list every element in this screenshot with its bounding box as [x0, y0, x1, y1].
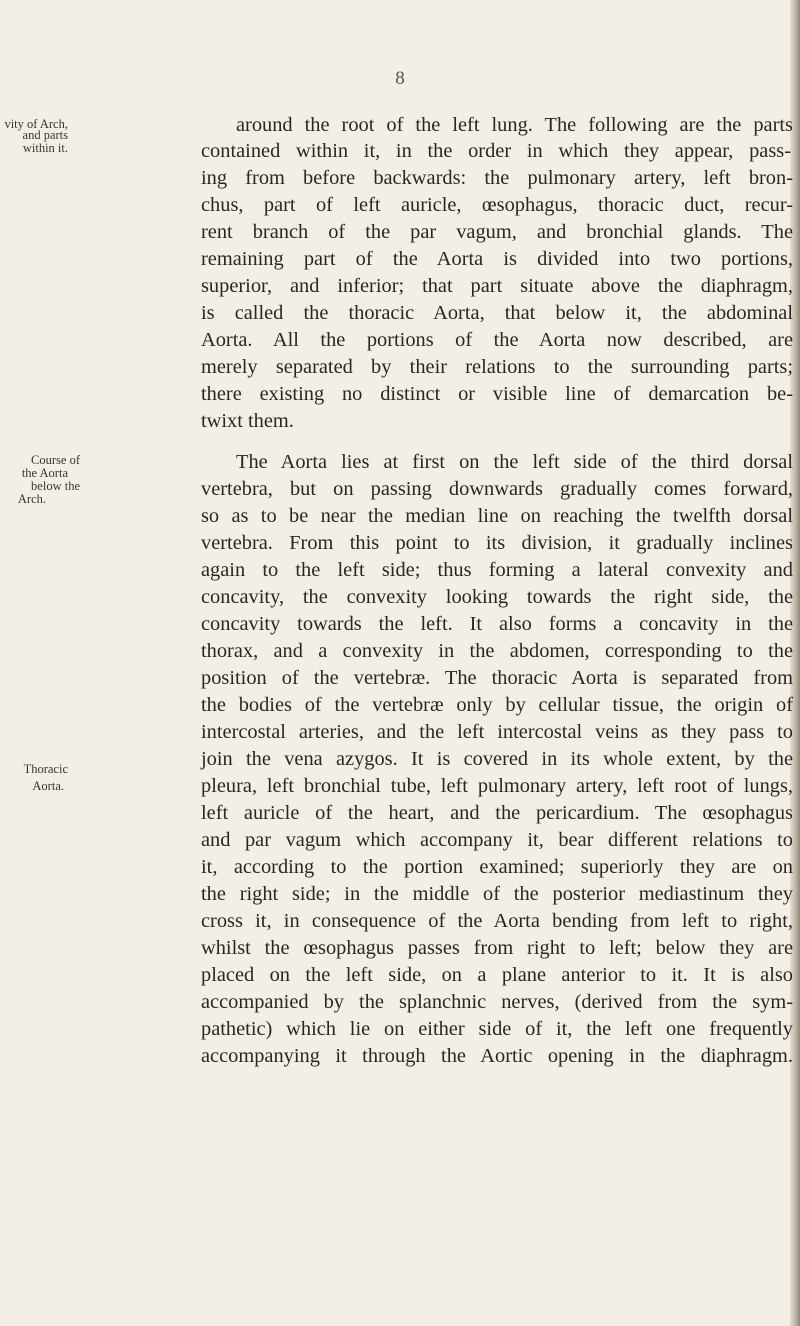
text-line: superior, and inferior; that part situate above the diaphragm,	[201, 275, 793, 297]
text-line: concavity towards the left. It also forms a concavity in the	[201, 613, 793, 635]
text-line: concavity, the convexity looking towards the right side, the	[201, 586, 793, 608]
margin-note: Arch.	[17, 492, 46, 506]
text-line: intercostal arteries, and the left intercostal veins as they pass to	[201, 721, 793, 743]
text-line: contained within it, in the order in which they appear, pass-	[201, 140, 791, 162]
text-line: it, according to the portion examined; superiorly they are on	[201, 856, 793, 878]
margin-note: below the	[31, 479, 80, 493]
text-line: around the root of the left lung. The following are the parts	[236, 114, 793, 136]
text-line: pathetic) which lie on either side of it, the left one frequently	[201, 1018, 793, 1040]
margin-note: Course of	[31, 453, 80, 467]
text-line: merely separated by their relations to the surrounding parts;	[201, 356, 793, 378]
text-line: ing from before backwards: the pulmonary artery, left bron-	[201, 167, 793, 189]
text-line: The Aorta lies at first on the left side of the third dorsal	[236, 451, 793, 473]
text-line: and par vagum which accompany it, bear different relations to	[201, 829, 793, 851]
text-line: chus, part of left auricle, œsophagus, thoracic duct, recur-	[201, 194, 793, 216]
text-line: placed on the left side, on a plane anterior to it. It is also	[201, 964, 793, 986]
text-line: accompanying it through the Aortic opening in the diaphragm.	[201, 1045, 793, 1067]
page-number: 8	[395, 68, 405, 89]
text-line: Aorta. All the portions of the Aorta now described, are	[201, 329, 793, 351]
margin-note: the Aorta	[21, 466, 68, 480]
text-line: vertebra. From this point to its division, it gradually inclines	[201, 532, 793, 554]
text-line: again to the left side; thus forming a lateral convexity and	[201, 559, 793, 581]
text-line: position of the vertebræ. The thoracic Aorta is separated from	[201, 667, 793, 689]
text-line: join the vena azygos. It is covered in its whole extent, by the	[201, 748, 793, 770]
text-line: the right side; in the middle of the posterior mediastinum they	[201, 883, 793, 905]
text-line: rent branch of the par vagum, and bronchial glands. The	[201, 221, 793, 243]
text-line: left auricle of the heart, and the pericardium. The œsophagus	[201, 802, 793, 824]
text-line: the bodies of the vertebræ only by cellular tissue, the origin of	[201, 694, 793, 716]
text-line: is called the thoracic Aorta, that below it, the abdominal	[201, 302, 793, 324]
margin-note: Aorta.	[32, 779, 64, 793]
text-line: there existing no distinct or visible line of demarcation be-	[201, 383, 793, 405]
text-line: twixt them.	[201, 410, 294, 432]
margin-note: and parts	[22, 128, 68, 142]
text-line: thorax, and a convexity in the abdomen, corresponding to the	[201, 640, 793, 662]
text-line: accompanied by the splanchnic nerves, (derived from the sym-	[201, 991, 793, 1013]
margin-note: within it.	[22, 141, 68, 155]
text-line: remaining part of the Aorta is divided into two portions,	[201, 248, 793, 270]
margin-note: vity of Arch,	[4, 117, 68, 131]
text-line: so as to be near the median line on reaching the twelfth dorsal	[201, 505, 793, 527]
margin-note: Thoracic	[23, 762, 68, 776]
text-line: vertebra, but on passing downwards gradually comes forward,	[201, 478, 793, 500]
text-line: pleura, left bronchial tube, left pulmonary artery, left root of lungs,	[201, 775, 793, 797]
text-line: cross it, in consequence of the Aorta bending from left to right,	[201, 910, 793, 932]
text-line: whilst the œsophagus passes from right to left; below they are	[201, 937, 793, 959]
